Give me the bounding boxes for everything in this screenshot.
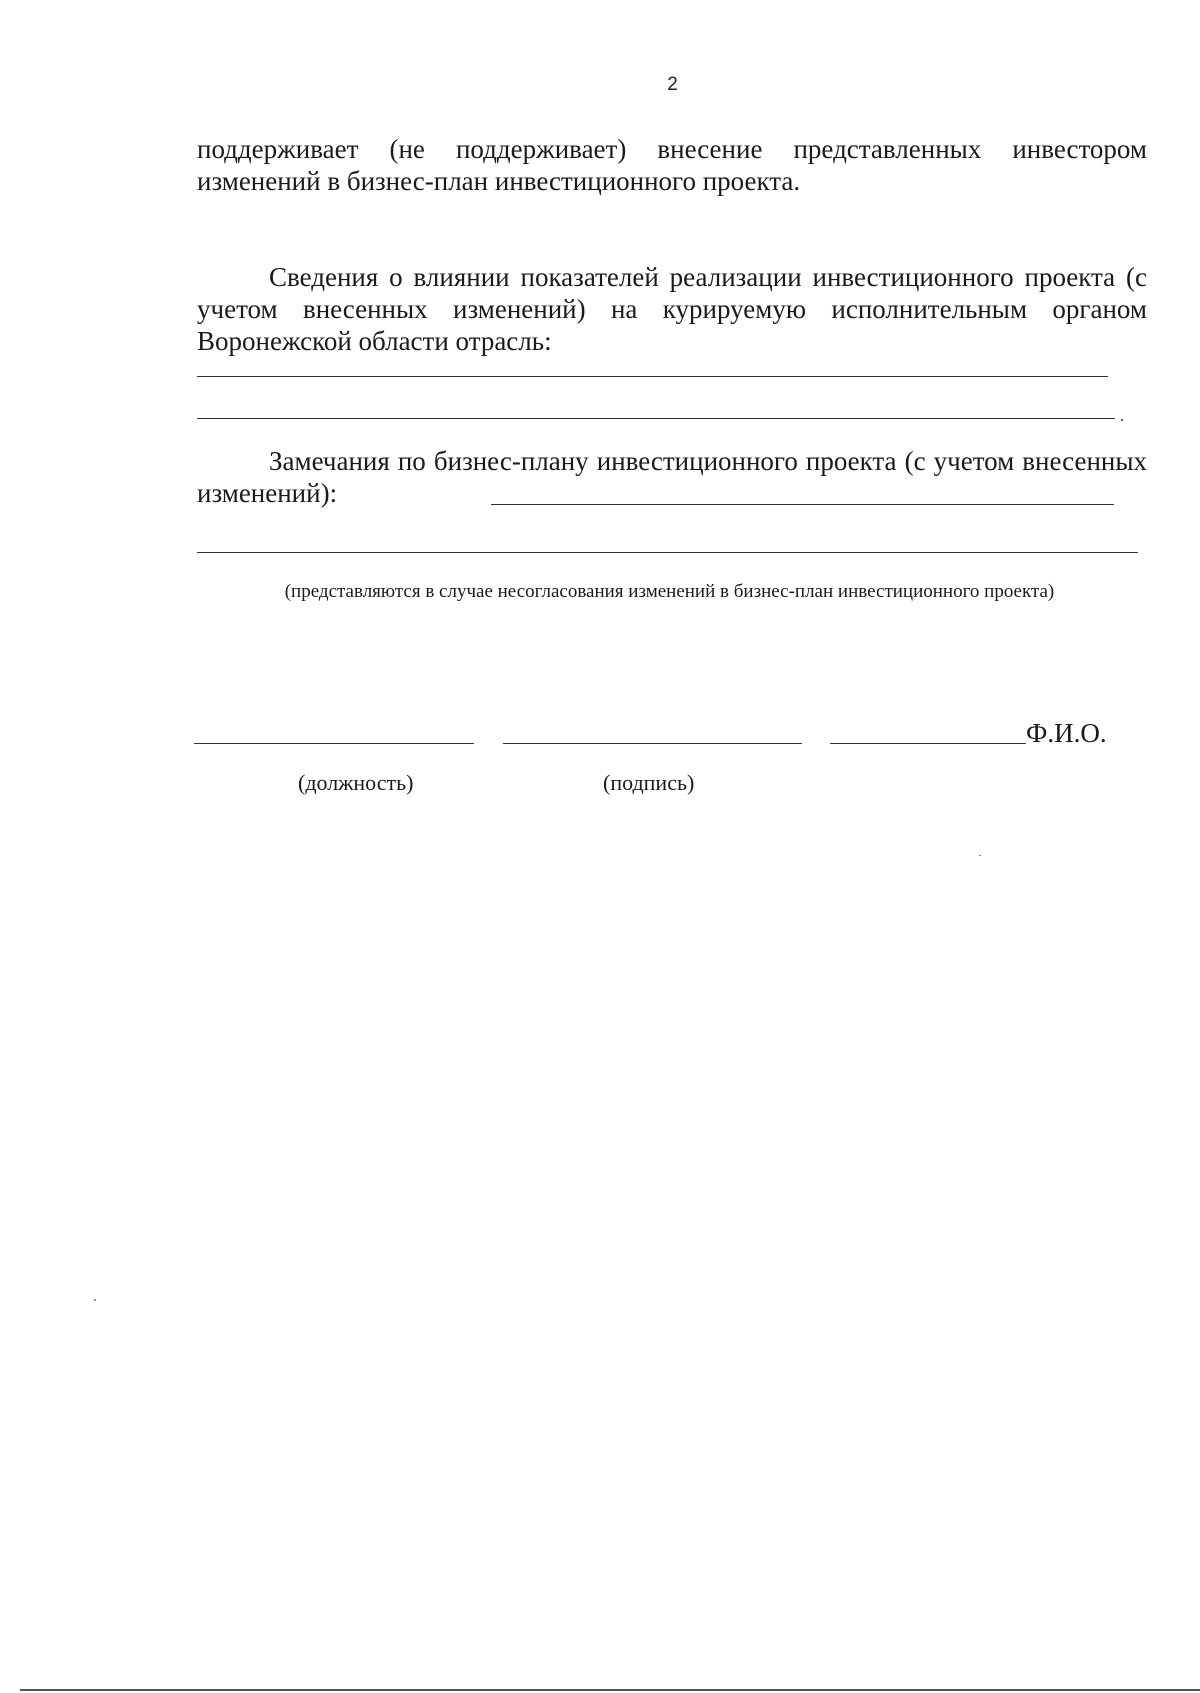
fio-label: Ф.И.О. <box>1026 718 1107 748</box>
remarks-paragraph <box>197 445 1147 509</box>
remarks-note: (представляются в случае несогласования изменений в бизнес-план инвестиционного проекта) <box>284 581 1055 602</box>
fio-line <box>830 743 1026 744</box>
scan-speck <box>979 855 981 856</box>
support-statement: поддерживает (не поддерживает) внесение представленных инвестором изменений в бизнес-план инвестиционного проекта. <box>197 134 1147 196</box>
remarks-line-1 <box>491 504 1114 505</box>
industry-impact-line-1 <box>197 376 1108 377</box>
remarks-label: Замечания по бизнес-плану инвестиционного проекта (с учетом внесенных изменений): <box>197 446 1147 508</box>
position-caption: (должность) <box>298 770 414 795</box>
signature-line <box>503 743 802 744</box>
position-line <box>194 743 474 744</box>
industry-impact-period: . <box>1120 408 1124 425</box>
industry-impact-line-2 <box>197 418 1115 419</box>
signature-caption: (подпись) <box>603 770 695 795</box>
scan-bottom-edge <box>20 1689 1200 1691</box>
remarks-line-2 <box>197 552 1138 553</box>
scan-speck <box>94 1299 96 1301</box>
page-number: 2 <box>667 74 678 95</box>
industry-impact-paragraph: Сведения о влиянии показателей реализации инвестиционного проекта (с учетом внесенных изменений) на курируемую исполнительным органом Воронежской области отрасль: <box>197 262 1147 356</box>
